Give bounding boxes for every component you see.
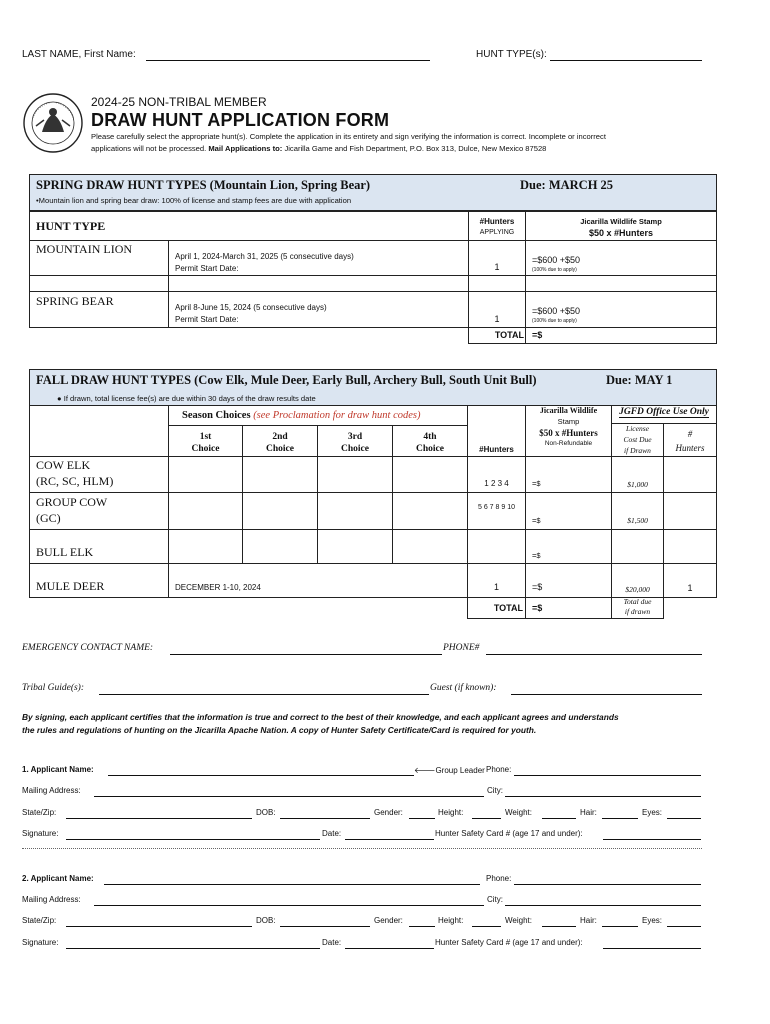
fall-stamp-label-3: $50 x #Hunters [539, 428, 598, 438]
spring-row-hunters: 1 [494, 262, 500, 272]
spring-row-hunters: 1 [494, 314, 500, 324]
applicant-2-name-label: 2. Applicant Name: [22, 874, 94, 883]
fall-choice-4-field[interactable] [392, 529, 468, 564]
fall-hunters-word: Hunters [675, 443, 705, 453]
fall-total-value: =$ [532, 603, 543, 613]
applicant-2-hunter-safety-field[interactable] [603, 938, 701, 949]
fall-dates-cell [168, 563, 468, 598]
fall-count-cell [663, 529, 717, 564]
applicant-2-weight-label: Weight: [505, 916, 532, 925]
fall-stamp-label-4: Non-Refundable [544, 440, 593, 447]
fall-office-use-label: JGFD Office Use Only [619, 407, 709, 417]
fall-row-dates: DECEMBER 1-10, 2024 [175, 583, 261, 592]
applicant-2-hair-label: Hair: [580, 916, 597, 925]
applicant-1-mailing-label: Mailing Address: [22, 786, 81, 795]
emergency-phone-field[interactable] [486, 643, 702, 655]
applicant-1-hunter-safety-field[interactable] [603, 829, 701, 840]
spring-col-hunters [468, 211, 526, 241]
section-divider [22, 848, 702, 849]
applicant-2-weight-field[interactable] [542, 916, 576, 927]
applicant-2-eyes-label: Eyes: [642, 916, 663, 925]
fall-season-choices-label: Season Choices (see Proclamation for draw hunt codes) [182, 410, 421, 421]
applicant-2-city-label: City: [487, 895, 503, 904]
fall-total-due-2: if drawn [624, 607, 651, 616]
spring-row-fee-note: (100% due to apply) [532, 267, 577, 273]
applicant-1-statezip-label: State/Zip: [22, 808, 57, 817]
fall-stamp-value: =$ [532, 551, 541, 560]
fall-choice-2-field[interactable] [242, 456, 318, 493]
spring-total-field[interactable] [525, 327, 717, 344]
fall-row-name-1: MULE DEER [36, 579, 105, 593]
applicant-1-weight-label: Weight: [505, 808, 532, 817]
applicant-2-date-label: Date: [322, 938, 342, 947]
applicant-1-dob-label: DOB: [256, 808, 276, 817]
fall-total-due-1: Total due [623, 597, 652, 606]
fall-choice-2-field[interactable] [242, 492, 318, 530]
applicant-2-phone-label: Phone: [486, 874, 512, 883]
applicant-1-eyes-field[interactable] [667, 808, 701, 819]
fall-row-name-1: BULL ELK [36, 545, 94, 559]
fall-stamp-value: =$ [532, 582, 543, 592]
applicant-1-gender-field[interactable] [409, 808, 435, 819]
applicant-2-gender-field[interactable] [409, 916, 435, 927]
fall-row-name-2: (RC, SC, HLM) [36, 474, 114, 488]
applicant-2-statezip-field[interactable] [66, 916, 252, 927]
guest-label: Guest (if known): [430, 683, 497, 693]
spring-spacer-cell [29, 275, 169, 292]
certify-line-2: the rules and regulations of hunting on the Jicarilla Apache Nation. A copy of Hunter Safety Certificate/Card is required for youth. [22, 725, 537, 735]
hunt-types-field[interactable] [550, 49, 702, 61]
fall-choice-4-field[interactable] [392, 492, 468, 530]
fall-hunters-value: 1 [493, 582, 499, 592]
fall-choice-4-label: 4th [423, 432, 437, 442]
spring-title: SPRING DRAW HUNT TYPES (Mountain Lion, Spring Bear) [36, 178, 371, 192]
jicarilla-seal-logo [22, 92, 84, 154]
fall-choice-3-label: 3rd [347, 432, 363, 442]
spring-row-dates: April 1, 2024-March 31, 2025 (5 consecutive days) [175, 252, 354, 261]
applicant-1-hunter-safety-label: Hunter Safety Card # (age 17 and under): [435, 829, 583, 838]
applicant-2-name-field[interactable] [104, 874, 480, 885]
applicant-2-mailing-field[interactable] [94, 895, 484, 906]
fall-hunters-field[interactable] [467, 492, 526, 530]
spring-col-applying-label: APPLYING [479, 229, 515, 236]
applicant-2-signature-label: Signature: [22, 938, 59, 947]
fall-choice-4-field[interactable] [392, 456, 468, 493]
applicant-2-eyes-field[interactable] [667, 916, 701, 927]
fall-hunters-options: 5 6 7 8 9 10 [478, 504, 515, 511]
applicant-1-name-label: 1. Applicant Name: [22, 765, 94, 774]
fall-row-name-1: COW ELK [36, 458, 91, 472]
fall-total-label: TOTAL [493, 603, 523, 613]
fall-choice-word: Choice [341, 444, 369, 454]
fall-choice-3-field[interactable] [317, 529, 393, 564]
applicant-1-group-leader: 🡐Group Leader [414, 766, 485, 775]
fall-stamp-value: =$ [532, 479, 541, 488]
last-name-label: LAST NAME, First Name: [22, 49, 136, 60]
certify-line-1: By signing, each applicant certifies that the information is true and correct to the best of their knowledge, and each applicant agrees and understands [22, 712, 619, 722]
applicant-1-height-field[interactable] [472, 808, 501, 819]
fall-hunters-field[interactable] [467, 563, 526, 598]
spring-spacer-cell [525, 275, 717, 292]
applicant-2-statezip-label: State/Zip: [22, 916, 57, 925]
applicant-1-hair-field[interactable] [602, 808, 638, 819]
applicant-2-dob-field[interactable] [280, 916, 370, 927]
spring-row-fee: =$600 +$50 [532, 306, 581, 316]
fall-title: FALL DRAW HUNT TYPES (Cow Elk, Mule Deer, Early Bull, Archery Bull, South Unit Bull) [36, 373, 537, 387]
spring-total-label: TOTAL [494, 330, 524, 340]
applicant-1-name-field[interactable] [108, 765, 414, 776]
fall-hunters-options: 1 2 3 4 [484, 479, 509, 488]
applicant-2-dob-label: DOB: [256, 916, 276, 925]
applicant-1-mailing-field[interactable] [94, 786, 484, 797]
applicant-2-date-field[interactable] [345, 938, 434, 949]
fall-license-cost-3: if Drawn [624, 446, 651, 455]
fall-count-value: 1 [687, 583, 693, 593]
applicant-1-dob-field[interactable] [280, 808, 370, 819]
fall-choice-1-field[interactable] [168, 529, 243, 564]
fall-choice-word: Choice [416, 444, 444, 454]
applicant-1-gender-label: Gender: [374, 808, 403, 817]
fall-cost-value: $1,500 [627, 516, 648, 525]
fall-due: Due: MAY 1 [606, 373, 673, 387]
applicant-1-date-field[interactable] [345, 829, 434, 840]
spring-row-permit-label: Permit Start Date: [175, 264, 239, 273]
spring-row-fee: =$600 +$50 [532, 255, 581, 265]
fall-col-hunters-label: #Hunters [479, 445, 514, 454]
fall-choice-word: Choice [266, 444, 294, 454]
emergency-name-field[interactable] [170, 643, 442, 655]
fall-note: ● If drawn, total license fee(s) are due within 30 days of the draw results date [57, 394, 316, 403]
spring-spacer-cell [168, 275, 469, 292]
applicant-2-city-field[interactable] [505, 895, 701, 906]
fall-stamp-label-2: Stamp [557, 417, 580, 426]
fall-stamp-value: =$ [532, 516, 541, 525]
spring-due: Due: MARCH 25 [520, 178, 614, 192]
instructions-line-1: Please carefully select the appropriate hunt(s). Complete the application in its entirety and sign verifying the information is correct. Incomplete or incorrect [91, 132, 606, 141]
spring-col-stamp-label-2: $50 x #Hunters [588, 228, 654, 238]
fall-count-cell [663, 456, 717, 493]
fall-choice-3-field[interactable] [317, 492, 393, 530]
applicant-1-city-field[interactable] [505, 786, 701, 797]
fall-row-name-1: GROUP COW [36, 495, 108, 509]
instructions-line-2: applications will not be processed. Mail Applications to: Jicarilla Game and Fish Department, P.O. Box 313, Dulce, New Mexico 87528 [91, 144, 547, 153]
applicant-2-phone-field[interactable] [514, 874, 701, 885]
applicant-2-gender-label: Gender: [374, 916, 403, 925]
applicant-1-signature-label: Signature: [22, 829, 59, 838]
fall-cost-value: $1,000 [627, 480, 648, 489]
spring-row-name: MOUNTAIN LION [36, 242, 133, 256]
emergency-phone-label: PHONE# [443, 643, 480, 653]
applicant-2-height-field[interactable] [472, 916, 501, 927]
spring-col-hunt-type-label: HUNT TYPE [36, 219, 106, 233]
emergency-name-label: EMERGENCY CONTACT NAME: [22, 643, 154, 653]
fall-stamp-label-1: Jicarilla Wildlife [539, 406, 598, 415]
spring-row-name: SPRING BEAR [36, 294, 114, 308]
season-label: 2024-25 NON-TRIBAL MEMBER [91, 95, 267, 109]
fall-row-name-2: (GC) [36, 511, 61, 525]
fall-choice-1-field[interactable] [168, 456, 243, 493]
applicant-2-signature-field[interactable] [66, 938, 320, 949]
applicant-1-date-label: Date: [322, 829, 342, 838]
spring-total-value: =$ [532, 330, 543, 340]
fall-hunters-field[interactable] [467, 529, 526, 564]
spring-row-fee-note: (100% due to apply) [532, 318, 577, 324]
fall-choice-3-field[interactable] [317, 456, 393, 493]
fall-cost-value: $20,000 [625, 585, 650, 594]
spring-col-hunters-label: #Hunters [479, 217, 515, 226]
applicant-2-height-label: Height: [438, 916, 464, 925]
form-title: DRAW HUNT APPLICATION FORM [91, 110, 390, 130]
guest-field[interactable] [511, 683, 702, 695]
spring-row-dates: April 8-June 15, 2024 (5 consecutive days) [175, 303, 327, 312]
fall-hash-label: # [687, 429, 693, 439]
fall-license-cost-2: Cost Due [623, 435, 652, 444]
spring-row-permit-label: Permit Start Date: [175, 315, 239, 324]
hunt-types-label: HUNT TYPE(s): [476, 49, 547, 60]
applicant-2-hair-field[interactable] [602, 916, 638, 927]
applicant-1-phone-label: Phone: [486, 765, 512, 774]
fall-choice-1-field[interactable] [168, 492, 243, 530]
fall-count-cell [663, 492, 717, 530]
applicant-1-statezip-field[interactable] [66, 808, 252, 819]
last-name-field[interactable] [146, 49, 430, 61]
applicant-1-phone-field[interactable] [514, 765, 701, 776]
applicant-2-mailing-label: Mailing Address: [22, 895, 81, 904]
applicant-1-eyes-label: Eyes: [642, 808, 663, 817]
applicant-1-hair-label: Hair: [580, 808, 597, 817]
fall-license-cost-1: License [626, 424, 649, 433]
applicant-1-signature-field[interactable] [66, 829, 320, 840]
applicant-1-city-label: City: [487, 786, 503, 795]
tribal-guide-label: Tribal Guide(s): [22, 683, 85, 693]
fall-col-name-header [29, 405, 169, 457]
fall-choice-2-field[interactable] [242, 529, 318, 564]
applicant-1-weight-field[interactable] [542, 808, 576, 819]
spring-note: •Mountain lion and spring bear draw: 100% of license and stamp fees are due with application [36, 196, 352, 205]
fall-choice-word: Choice [191, 444, 220, 454]
applicant-1-height-label: Height: [438, 808, 464, 817]
fall-choice-1-label: 1st [199, 432, 212, 442]
spring-spacer-cell [468, 275, 526, 292]
fall-stamp-field[interactable] [525, 563, 612, 598]
spring-col-stamp-label-1: Jicarilla Wildlife Stamp [580, 217, 662, 226]
applicant-2-hunter-safety-label: Hunter Safety Card # (age 17 and under): [435, 938, 583, 947]
fall-choice-2-label: 2nd [272, 432, 288, 442]
tribal-guide-field[interactable] [99, 683, 429, 695]
fall-cost-cell [611, 529, 664, 564]
